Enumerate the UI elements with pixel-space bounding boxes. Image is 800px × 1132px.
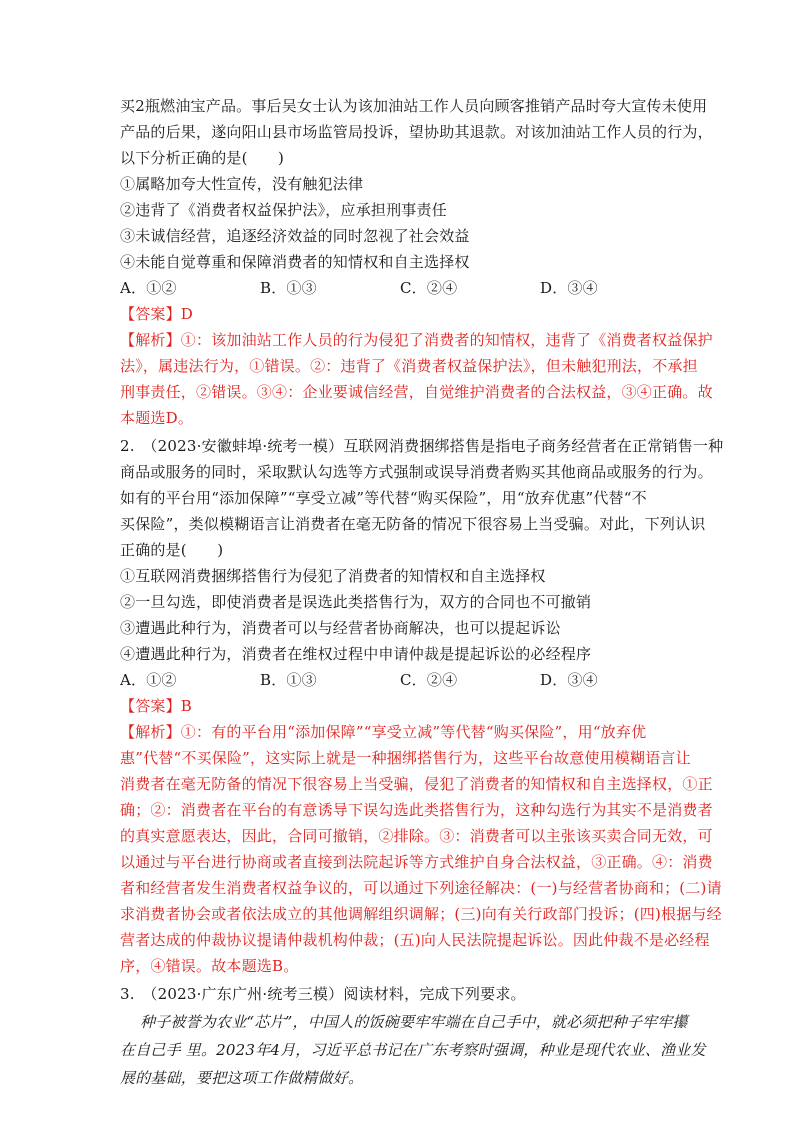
q2-analysis-line-8: 求消费者协会或者依法成立的其他调解组织调解；(三)向有关行政部门投诉；(四)根据与经	[120, 905, 722, 923]
q1-analysis-line-3: 刑事责任，②错误。③④：企业要诚信经营，自觉维护消费者的合法权益，③④正确。故	[120, 383, 713, 401]
q2-choice-3: ③遭遇此种行为，消费者可以与经营者协商解决，也可以提起诉讼	[120, 619, 561, 637]
q2-analysis-line-2: 惠”代替“不买保险”，这实际上就是一种捆绑搭售行为，这些平台故意使用模糊语言让	[120, 749, 691, 767]
q1-option-a: A．①②	[120, 279, 177, 297]
q2-choice-4: ④遭遇此种行为，消费者在维权过程中申请仲裁是提起诉讼的必经程序	[120, 645, 592, 663]
q2-analysis-line-5: 的真实意愿表达，因此，合同可撤销，②排除。③：消费者可以主张该买卖合同无效，可	[120, 827, 713, 845]
q2-choice-2: ②一旦勾选，即使消费者是误选此类搭售行为，双方的合同也不可撤销	[120, 593, 592, 611]
q1-stem-line-3: 以下分析正确的是( )	[120, 149, 285, 167]
q1-option-d: D．③④	[540, 279, 598, 297]
q3-material-line-2: 在自己手 里。2023年4月，习近平总书记在广东考察时强调，种业是现代农业、渔业发	[120, 1041, 706, 1059]
q2-stem-line-2: 商品或服务的同时，采取默认勾选等方式强制或误导消费者购买其他商品或服务的行为。	[120, 463, 713, 481]
q2-stem-line-1: 2. （2023·安徽蚌埠·统考一模）互联网消费捆绑搭售是指电子商务经营者在正常销售一种	[120, 437, 724, 455]
q2-analysis-line-6: 以通过与平台进行协商或者直接到法院起诉等方式维护自身合法权益，③正确。④：消费	[120, 853, 713, 871]
q2-analysis-line-4: 确；②：消费者在平台的有意诱导下误勾选此类搭售行为，这种勾选行为其实不是消费者	[120, 801, 713, 819]
q1-stem-line-2: 产品的后果，遂向阳山县市场监管局投诉，望协助其退款。对该加油站工作人员的行为，	[120, 123, 713, 141]
q1-choice-4: ④未能自觉尊重和保障消费者的知情权和自主选择权	[120, 253, 470, 271]
q2-analysis-line-10: 序，④错误。故本题选B。	[120, 957, 299, 975]
q2-stem-line-4: 买保险”，类似模糊语言让消费者在毫无防备的情况下很容易上当受骗。对此，下列认识	[120, 515, 706, 533]
q2-option-b: B．①③	[260, 671, 317, 689]
q2-analysis-line-9: 营者达成的仲裁协议提请仲裁机构仲裁；(五)向人民法院提起诉讼。因此仲裁不是必经程	[120, 931, 710, 949]
q1-analysis-line-1: 【解析】①：该加油站工作人员的行为侵犯了消费者的知情权，违背了《消费者权益保护	[120, 331, 713, 349]
q1-choice-3: ③未诚信经营，追逐经济效益的同时忽视了社会效益	[120, 227, 470, 245]
q1-option-c: C．②④	[400, 279, 458, 297]
q2-analysis-line-3: 消费者在毫无防备的情况下很容易上当受骗，侵犯了消费者的知情权和自主选择权，①正	[120, 775, 713, 793]
q2-option-c: C．②④	[400, 671, 458, 689]
q2-analysis-line-7: 者和经营者发生消费者权益争议的，可以通过下列途径解决：(一)与经营者协商和；(二)请	[120, 879, 722, 897]
q2-choice-1: ①互联网消费捆绑搭售行为侵犯了消费者的知情权和自主选择权	[120, 567, 546, 585]
q3-title: 3. （2023·广东广州·统考三模）阅读材料，完成下列要求。	[120, 985, 526, 1003]
q1-answer: 【答案】D	[120, 305, 194, 323]
q1-choice-1: ①属略加夸大性宣传，没有触犯法律	[120, 175, 364, 193]
q1-choice-2: ②违背了《消费者权益保护法》，应承担刑事责任	[120, 201, 447, 219]
q2-stem-line-3: 如有的平台用“添加保障”“享受立减”等代替“购买保险”，用“放弃优惠”代替“不	[120, 489, 647, 507]
q2-option-a: A．①②	[120, 671, 177, 689]
q3-material-line-3: 展的基础，要把这项工作做精做好。	[120, 1069, 364, 1087]
q1-stem-line-1: 买2瓶燃油宝产品。事后吴女士认为该加油站工作人员向顾客推销产品时夸大宣传未使用	[120, 97, 708, 115]
q2-analysis-line-1: 【解析】①：有的平台用“添加保障”“享受立减”等代替“购买保险”，用“放弃优	[120, 723, 647, 741]
q2-answer: 【答案】B	[120, 697, 193, 715]
q2-stem-line-5: 正确的是( )	[120, 541, 224, 559]
q2-option-d: D．③④	[540, 671, 598, 689]
q1-analysis-line-2: 法》，属违法行为，①错误。②：违背了《消费者权益保护法》，但未触犯刑法，不承担	[120, 357, 698, 375]
q1-option-b: B．①③	[260, 279, 317, 297]
q1-analysis-line-4: 本题选D。	[120, 409, 194, 427]
q3-material-line-1: 种子被誉为农业“芯片”，中国人的饭碗要牢牢端在自己手中，就必须把种子牢牢攥	[140, 1013, 688, 1031]
